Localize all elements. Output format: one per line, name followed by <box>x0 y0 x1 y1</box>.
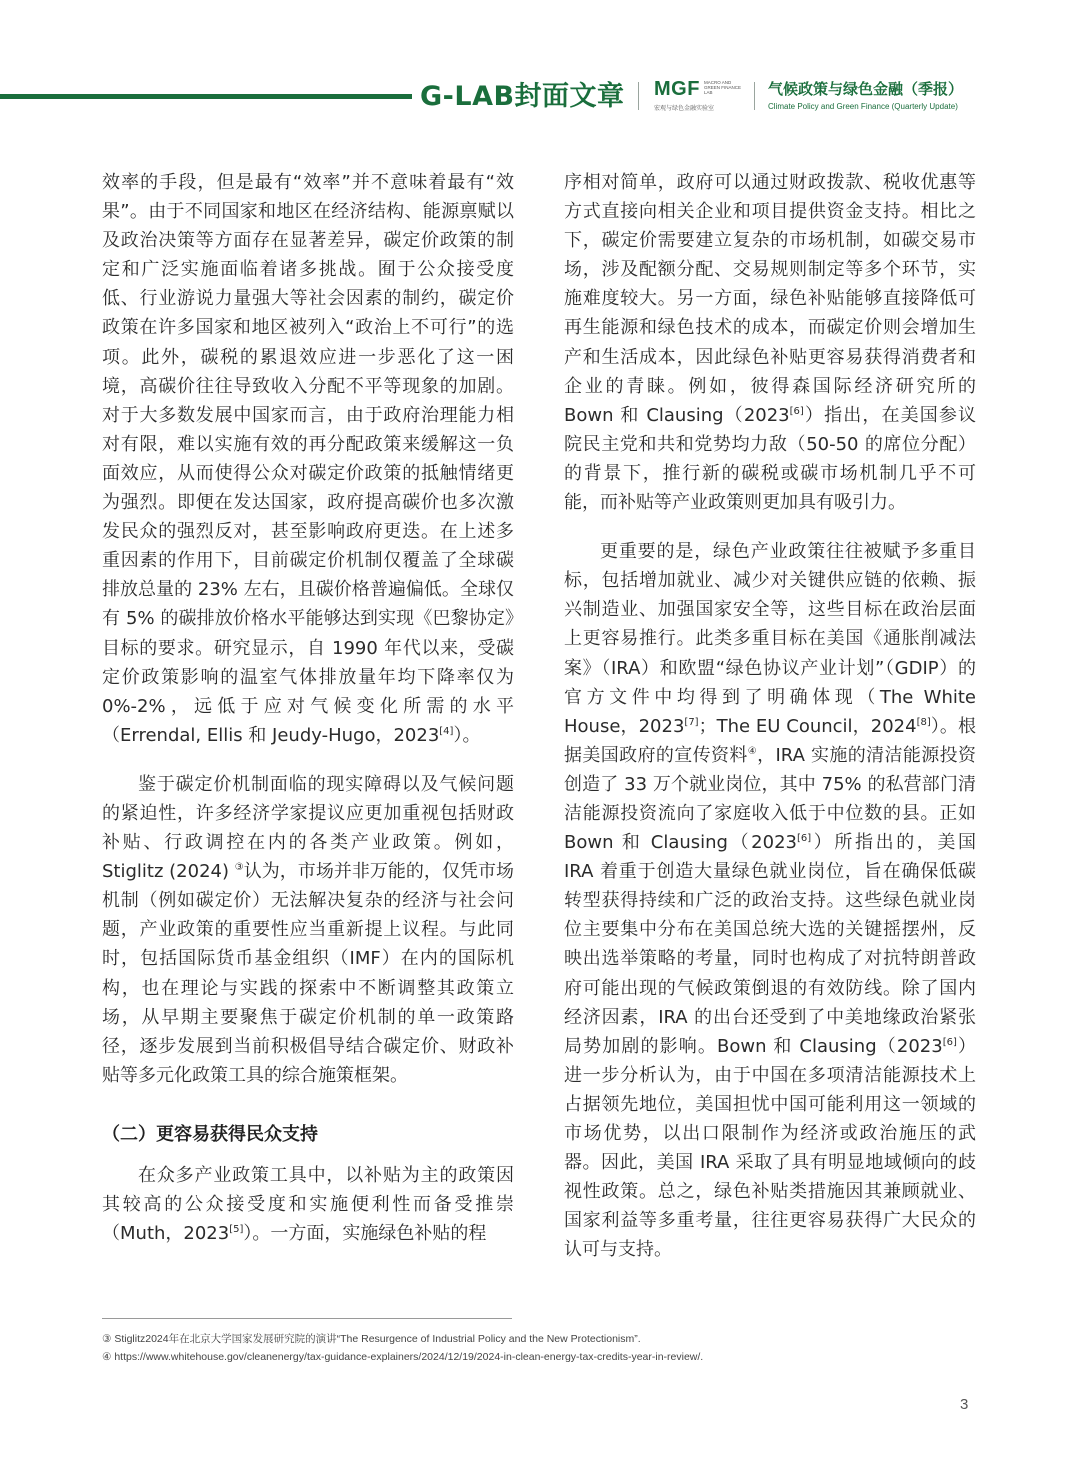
citation-ref: [8] <box>916 716 931 728</box>
citation-ref: [5] <box>229 1224 244 1236</box>
mgf-logo <box>654 78 744 114</box>
header-divider <box>638 82 639 110</box>
paragraph: 在众多产业政策工具中，以补贴为主的政策因其较高的公众接受度和实施便利性而备受推崇（Muth，2023[5]）。一方面，实施绿色补贴的程 <box>102 1164 514 1245</box>
header-rule <box>0 94 412 99</box>
header-title: G-LAB封面文章 <box>420 81 625 112</box>
citation-ref: [6] <box>789 405 804 417</box>
mgf-logo-subtext: MACRO AND GREEN FINANCE LAB <box>704 80 742 95</box>
journal-name <box>768 78 963 111</box>
right-column <box>564 168 976 1264</box>
paragraph: 序相对简单，政府可以通过财政拨款、税收优惠等方式直接向相关企业和项目提供资金支持。相比之下，碳定价需要建立复杂的市场机制，如碳交易市场，涉及配额分配、交易规则制定等多个环节，实施难度较大。另一方面，绿色补贴能够直接降低可再生能源和绿色技术的成本，而碳定价则会增加生产和生活成本，因此绿色补贴更容易获得消费者和企业的青睐。例如，彼得森国际经济研究所的 Bown 和 Clausing（2023[6]）指出，在美国参议院民主党和共和党势均力敌（50-50 的席位分配）的背景下，推行新的碳税或碳市场机制几乎不可能，而补贴等产业政策则更加具有吸引力。 <box>564 172 977 514</box>
paragraph: 效率的手段，但是最有“效率”并不意味着最有“效果”。由于不同国家和地区在经济结构、能源禀赋以及政治决策等方面存在显著差异，碳定价政策的制定和广泛实施面临着诸多挑战。囿于公众接受度低、行业游说力量强大等社会因素的制约，碳定价政策在许多国家和地区被列入“政治上不可行”的选项。此外，碳税的累退效应进一步恶化了这一困境，高碳价往往导致收入分配不平等现象的加剧。对于大多数发展中国家而言，由于政府治理能力相对有限，难以实施有效的再分配政策来缓解这一负面效应，从而使得公众对碳定价政策的抵触情绪更为强烈。即便在发达国家，政府提高碳价也多次激发民众的强烈反对，甚至影响政府更迭。在上述多重因素的作用下，目前碳定价机制仅覆盖了全球碳排放总量的 23% 左右，且碳价格普遍偏低。全球仅有 5% 的碳排放价格水平能够达到实现《巴黎协定》目标的要求。研究显示，自 1990 年代以来，受碳定价政策影响的温室气体排放量年均下降率仅为 0%-2%，远低于应对气候变化所需的水平（Errendal, Ellis 和 Jeudy-Hugo，2023[4]）。 <box>102 172 514 746</box>
journal-name-cn: 气候政策与绿色金融（季报） <box>768 80 964 98</box>
footnote: ③ Stiglitz2024年在北京大学国家发展研究院的演讲“The Resurgence of Industrial Policy and the New Protectionism”. <box>102 1333 641 1345</box>
footnote-ref: ③ <box>234 862 244 874</box>
mgf-logo-caption: 宏观与绿色金融实验室 <box>654 105 715 112</box>
citation-ref: [6] <box>797 833 812 845</box>
citation-ref: [6] <box>942 1036 957 1048</box>
citation-ref: [4] <box>439 725 454 737</box>
section-heading: （二）更容易获得民众支持 <box>102 1123 318 1145</box>
mgf-logo-text: MGF <box>654 78 700 100</box>
footnote-link[interactable]: ④ https://www.whitehouse.gov/cleanenergy/tax-guidance-explainers/2024/12/19/2024-in-clean-energy-tax-credits-year-in-review/. <box>102 1351 704 1363</box>
header-divider <box>754 82 755 110</box>
left-column <box>102 168 514 1248</box>
footnote-rule <box>102 1318 512 1319</box>
page-number: 3 <box>960 1396 969 1413</box>
paragraph: 鉴于碳定价机制面临的现实障碍以及气候问题的紧迫性，许多经济学家提议应更加重视包括财政补贴、行政调控在内的各类产业政策。例如，Stiglitz (2024) ③认为，市场并非万能的，仅凭市场机制（例如碳定价）无法解决复杂的经济与社会问题，产业政策的重要性应当重新提上议程。与此同时，包括国际货币基金组织（IMF）在内的国际机构，也在理论与实践的探索中不断调整其政策立场，从早期主要聚焦于碳定价机制的单一政策路径，逐步发展到当前积极倡导结合碳定价、财政补贴等多元化政策工具的综合施策框架。 <box>102 773 515 1086</box>
paragraph: 更重要的是，绿色产业政策往往被赋予多重目标，包括增加就业、减少对关键供应链的依赖、振兴制造业、加强国家安全等，这些目标在政治层面上更容易推行。此类多重目标在美国《通胀削减法案》（IRA）和欧盟“绿色协议产业计划”（GDIP）的官方文件中均得到了明确体现（The White House，2023[7]；The EU Council，2024[8]）。根据美国政府的宣传资料④，IRA 实施的清洁能源投资创造了 33 万个就业岗位，其中 75% 的私营部门清洁能源投资流向了家庭收入低于中位数的县。正如 Bown 和 Clausing（2023[6]）所指出的，美国 IRA 着重于创造大量绿色就业岗位，旨在确保低碳转型获得持续和广泛的政治支持。这些绿色就业岗位主要集中分布在美国总统大选的关键摇摆州，反映出选举策略的考量，同时也构成了对抗特朗普政府可能出现的气候政策倒退的有效防线。除了国内经济因素，IRA 的出台还受到了中美地缘政治紧张局势加剧的影响。Bown 和 Clausing（2023[6]）进一步分析认为，由于中国在多项清洁能源技术上占据领先地位，美国担忧中国可能利用这一领域的市场优势，以出口限制作为经济或政治施压的武器。因此，美国 IRA 采取了具有明显地域倾向的歧视性政策。总之，绿色补贴类措施因其兼顾就业、国家利益等多重考量，往往更容易获得广大民众的认可与支持。 <box>564 541 977 1261</box>
journal-name-en: Climate Policy and Green Finance (Quarterly Update) <box>768 102 958 111</box>
citation-ref: [7] <box>684 716 699 728</box>
footnote-ref: ④ <box>747 745 758 757</box>
